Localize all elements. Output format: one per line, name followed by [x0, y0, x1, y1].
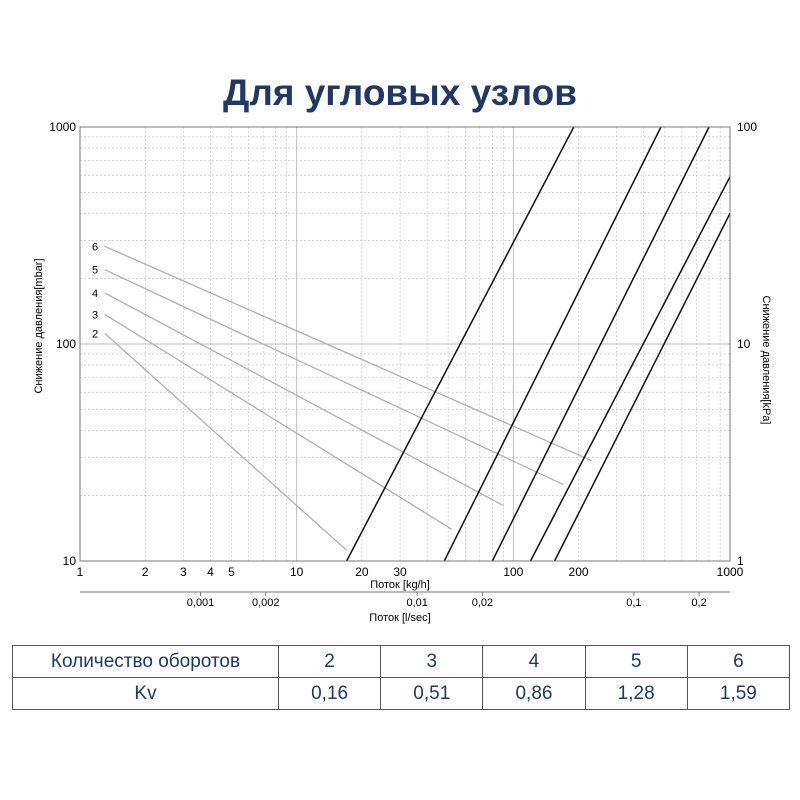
- x2-tick-label: 0,01: [406, 597, 428, 609]
- kv-line-5: [555, 213, 730, 561]
- y-tick-label: 1000: [49, 120, 76, 134]
- series-line-4: [105, 293, 504, 506]
- table-cell: 0,86: [483, 678, 585, 710]
- x-tick-label: 1: [76, 565, 84, 579]
- y-tick-label: 100: [55, 337, 76, 351]
- kv-line-4: [530, 177, 730, 561]
- y-axis-label: Снижение давления[mbar]: [33, 258, 45, 394]
- table-cell: 2: [279, 646, 381, 678]
- table-cell: 1,59: [687, 678, 789, 710]
- y2-axis-label: Снижение давления[kPa]: [760, 295, 772, 425]
- x2-tick-label: 0,001: [186, 597, 215, 609]
- table-cell: 6: [687, 646, 789, 678]
- x-tick-label: 5: [228, 565, 235, 579]
- y2-tick-label: 100: [737, 120, 758, 134]
- x-axis-label: Поток [kg/h]: [370, 579, 430, 591]
- x-tick-label: 20: [355, 565, 369, 579]
- x-tick-label: 1000: [716, 565, 744, 579]
- table-row-rotations: [13, 646, 790, 678]
- rotation-curves: [105, 246, 592, 550]
- kv-table: [12, 645, 790, 710]
- table-cell: 4: [483, 646, 585, 678]
- series-label-2: 2: [91, 328, 99, 341]
- table-cell: Kv: [13, 678, 279, 710]
- x-tick-label: 3: [180, 565, 187, 579]
- series-label-6: 6: [91, 241, 99, 254]
- series-line-5: [105, 270, 564, 485]
- series-line-3: [105, 314, 452, 529]
- series-label-3: 3: [91, 309, 99, 322]
- table-cell: Количество оборотов: [13, 646, 279, 678]
- x-tick-label: 200: [568, 565, 589, 579]
- y2-tick-label: 1: [737, 554, 744, 568]
- x2-tick-label: 0,02: [471, 597, 494, 609]
- y-tick-label: 10: [62, 554, 76, 568]
- x-tick-label: 2: [141, 565, 149, 579]
- table-cell: 5: [585, 646, 687, 678]
- x-tick-label: 4: [207, 565, 214, 579]
- x2-tick-label: 0,002: [251, 597, 280, 609]
- table-row-kv: [13, 678, 790, 710]
- x2-tick-label: 0,2: [691, 597, 707, 609]
- x-tick-label: 30: [393, 565, 407, 579]
- x2-axis-label: Поток [l/sec]: [369, 612, 431, 624]
- table-cell: 1,28: [585, 678, 687, 710]
- x-tick-label: 100: [503, 565, 524, 579]
- table-cell: 3: [381, 646, 483, 678]
- table-cell: 0,51: [381, 678, 483, 710]
- y2-tick-label: 10: [737, 337, 751, 351]
- series-label-4: 4: [91, 287, 99, 300]
- series-label-5: 5: [91, 264, 99, 277]
- x-tick-label: 10: [289, 565, 304, 579]
- chart-title: Для угловых узлов: [223, 72, 577, 113]
- table-cell: 0,16: [279, 678, 381, 710]
- x2-tick-label: 0,1: [626, 597, 642, 609]
- chart-grid: [80, 127, 730, 561]
